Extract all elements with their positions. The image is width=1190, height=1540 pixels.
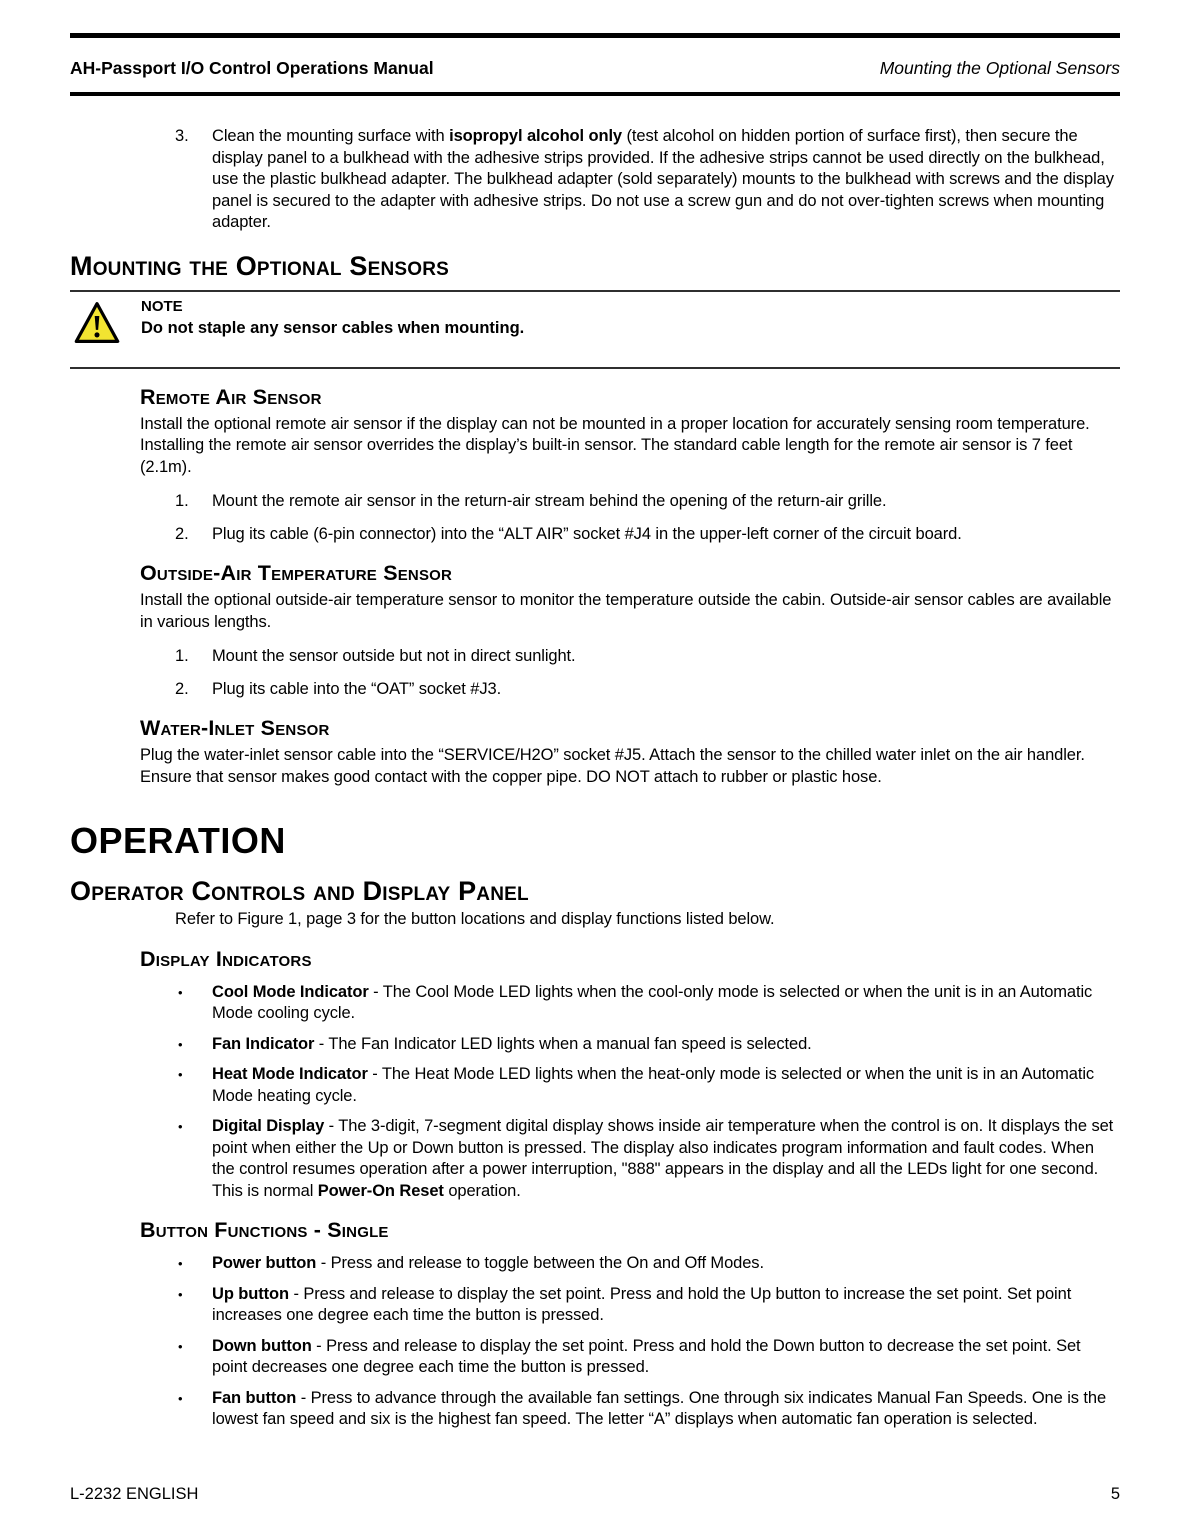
- bullet-desc: - The Fan Indicator LED lights when a manual fan speed is selected.: [314, 1034, 812, 1053]
- item-text-pre: Clean the mounting surface with: [212, 127, 450, 145]
- remote-air-steps: [175, 491, 1117, 545]
- list-item: [178, 1253, 1117, 1275]
- page-number: 5: [1110, 1485, 1120, 1503]
- bullet-desc: - The Heat Mode LED lights when the heat-only mode is selected or when the unit is in an Automatic Mode heating cycle.: [212, 1065, 1095, 1105]
- subsection-heading-button-functions-single: Button Functions - Single: [140, 1218, 389, 1242]
- bullet-desc-post: operation.: [443, 1181, 521, 1200]
- bullet-desc: - Press and release to toggle between the On and Off Modes.: [316, 1254, 764, 1272]
- bullet-icon: •: [178, 1036, 183, 1052]
- list-item: [175, 491, 1117, 513]
- step-number: 1.: [175, 492, 189, 510]
- display-indicators-list: [178, 982, 1117, 1203]
- section-display-indicators: [140, 947, 1117, 1431]
- bullet-icon: •: [178, 1390, 183, 1406]
- step-text: Mount the remote air sensor in the return-air stream behind the opening of the return-air grille.: [212, 492, 887, 510]
- list-item: [175, 646, 1117, 668]
- list-item: [178, 1034, 1117, 1056]
- subsection-heading-water-inlet-sensor: Water-Inlet Sensor: [140, 716, 330, 740]
- bullet-icon: •: [178, 984, 183, 1000]
- warning-triangle-icon: [74, 301, 120, 344]
- bullet-term: Fan Indicator: [212, 1034, 315, 1053]
- note-top-rule: [70, 290, 1120, 292]
- section-heading-mounting-optional-sensors: Mounting the Optional Sensors: [70, 250, 450, 281]
- note-bottom-rule: [70, 367, 1120, 369]
- header-top-rule: [70, 33, 1120, 38]
- bullet-term: Up button: [212, 1284, 289, 1303]
- bullet-icon: •: [178, 1256, 183, 1271]
- list-item: [178, 1284, 1117, 1327]
- bullet-icon: •: [178, 1119, 183, 1134]
- section-remote-air-sensor: [140, 385, 1117, 789]
- bullet-icon: •: [178, 1286, 183, 1302]
- bullet-term: Power button: [212, 1254, 317, 1272]
- item-text: [212, 126, 1115, 234]
- item-text-bold: isopropyl alcohol only: [449, 127, 623, 145]
- list-item: [175, 524, 1117, 546]
- controls-intro-text: Refer to Figure 1, page 3 for the button locations and display functions listed below.: [175, 910, 775, 928]
- remote-air-body: Install the optional remote air sensor if the display can not be mounted in a proper location for accurately sensing room temperature. Installing the remote air sensor overrides the display’s built-in sensor. The standard cable length for the remote air sensor is 7 feet (2.1m).: [140, 414, 1090, 476]
- button-functions-list: [178, 1253, 1117, 1431]
- list-item: [178, 1336, 1117, 1379]
- bullet-term: Cool Mode Indicator: [212, 982, 369, 1001]
- bullet-bold-run: Power-On Reset: [317, 1181, 444, 1200]
- bullet-desc: - Press to advance through the available fan settings. One through six indicates Manual Fan Speeds. One is the lowest fan speed and six is the highest fan speed. The letter “A” displays when automatic fan operation is selected.: [212, 1388, 1107, 1428]
- step-number: 2.: [175, 679, 189, 698]
- bullet-term: Digital Display: [212, 1117, 325, 1135]
- water-inlet-body: Plug the water-inlet sensor cable into the “SERVICE/H2O” socket #J5. Attach the sensor to the chilled water inlet on the air handler. Ensure that sensor makes good contact with the copper pipe. DO NOT attach to rubber or plastic hose.: [140, 746, 1085, 786]
- numbered-item-3: [175, 126, 1120, 234]
- bullet-desc: - Press and release to display the set point. Press and hold the Down button to decrease the set point. Set point decreases one degree each time the button is pressed.: [212, 1336, 1081, 1376]
- bullet-term: Fan button: [212, 1388, 297, 1407]
- section-heading-operator-controls: Operator Controls and Display Panel: [70, 876, 529, 906]
- bullet-icon: •: [178, 1067, 183, 1082]
- note-label: NOTE: [141, 297, 183, 315]
- bullet-term: Down button: [212, 1336, 312, 1355]
- list-item: [178, 1116, 1117, 1202]
- bullet-desc: - The Cool Mode LED lights when the cool-only mode is selected or when the unit is in an Automatic Mode cooling cycle.: [212, 982, 1093, 1022]
- note-message: Do not staple any sensor cables when mounting.: [141, 318, 525, 337]
- header-bottom-rule: [70, 92, 1120, 96]
- bullet-icon: •: [178, 1338, 183, 1354]
- document-code: L-2232 ENGLISH: [70, 1485, 199, 1503]
- outside-air-body: Install the optional outside-air temperature sensor to monitor the temperature outside the cabin. Outside-air sensor cables are available in various lengths.: [140, 591, 1112, 631]
- item-text-post: (test alcohol on hidden portion of surface first), then secure the display panel to a bulkhead with the adhesive strips provided. If the adhesive strips cannot be used directly on the bulkhead, use the plastic bulkhead adapter. The bulkhead adapter (sold separately) mounts to the bulkhead with screws and the display panel is secured to the adapter with adhesive strips. Do not use a screw gun and do not over-tighten screws when mounting adapter.: [212, 127, 1114, 231]
- step-number: 1.: [175, 647, 189, 665]
- outside-air-steps: [175, 646, 1117, 700]
- manual-title: AH-Passport I/O Control Operations Manual: [70, 58, 434, 78]
- note-block: [70, 290, 1120, 369]
- step-text: Mount the sensor outside but not in direct sunlight.: [212, 647, 576, 665]
- bullet-desc: - The 3-digit, 7-segment digital display shows inside air temperature when the control is on. It displays the set point when either the Up or Down button is pressed. The display also indicates program information and fault codes. When the control resumes operation after a power interruption, "888" appears in the display and all the LEDs light for one second. This is normal: [212, 1117, 1114, 1200]
- item-number: 3.: [175, 127, 189, 145]
- list-item: [178, 982, 1117, 1025]
- note-content: [141, 299, 524, 339]
- list-item: [178, 1064, 1117, 1107]
- step-text: Plug its cable (6-pin connector) into the “ALT AIR” socket #J4 in the upper-left corner of the circuit board.: [212, 524, 962, 543]
- step-number: 2.: [175, 524, 189, 543]
- step-text: Plug its cable into the “OAT” socket #J3.: [212, 679, 502, 698]
- page-header: [70, 57, 1120, 79]
- page-footer: [70, 1484, 1120, 1505]
- subsection-heading-outside-air-sensor: Outside-Air Temperature Sensor: [140, 561, 453, 585]
- list-item: [175, 679, 1117, 701]
- subsection-heading-display-indicators: Display Indicators: [140, 946, 312, 971]
- bullet-term: Heat Mode Indicator: [212, 1065, 368, 1083]
- subsection-heading-remote-air-sensor: Remote Air Sensor: [140, 384, 322, 409]
- list-item: [178, 1388, 1117, 1431]
- chapter-title: Mounting the Optional Sensors: [879, 58, 1120, 78]
- bullet-desc: - Press and release to display the set point. Press and hold the Up button to increase the set point. Set point increases one degree each time the button is pressed.: [212, 1284, 1072, 1324]
- chapter-heading-operation: OPERATION: [70, 820, 286, 861]
